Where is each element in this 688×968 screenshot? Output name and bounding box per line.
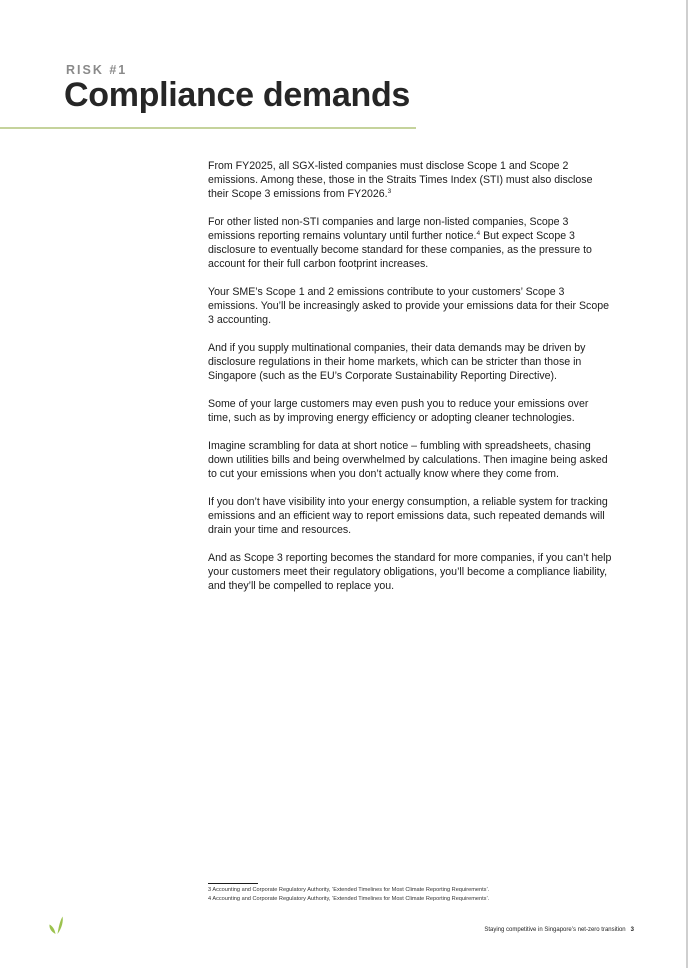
paragraph-5: Some of your large customers may even push you to reduce your emissions over time, such as by improving energy efficiency or adopting cleaner technologies. xyxy=(208,398,589,424)
body-text xyxy=(208,159,612,607)
footnote-ref: 4 xyxy=(476,230,481,237)
paragraph-1 xyxy=(208,159,612,201)
paragraph-2-text-after: But expect Scope 3 disclosure to eventually become standard for these companies, as the pressure to account for their full carbon footprint increases. xyxy=(208,230,592,270)
sprout-logo-icon xyxy=(48,915,64,935)
page-title: Compliance demands xyxy=(64,76,411,114)
paragraph-4: And if you supply multinational companies, their data demands may be driven by disclosure regulations in their home markets, which can be stricter than those in Singapore (such as the EU’s Corporate Sustainability Reporting Directive). xyxy=(208,342,586,382)
footnote-4: 4 Accounting and Corporate Regulatory Authority, ‘Extended Timelines for Most Climate Reporting Requirements’. xyxy=(208,896,490,902)
paragraph-2-text-before: For other listed non-STI companies and large non-listed companies, Scope 3 emissions reporting remains voluntary until further notice. xyxy=(208,216,569,242)
running-title: Staying competitive in Singapore’s net-zero transition xyxy=(484,927,626,933)
running-footer xyxy=(420,927,634,933)
footnotes xyxy=(208,886,628,904)
footnote-divider xyxy=(208,883,258,884)
footnote-3: 3 Accounting and Corporate Regulatory Authority, ‘Extended Timelines for Most Climate Reporting Requirements’. xyxy=(208,887,490,893)
page-number: 3 xyxy=(630,927,634,933)
paragraph-7: If you don’t have visibility into your energy consumption, a reliable system for tracking emissions and an efficient way to report emissions data, such repeated demands will drain your time and resources. xyxy=(208,496,608,536)
footnote-ref: 3 xyxy=(387,188,392,195)
paragraph-3: Your SME’s Scope 1 and 2 emissions contribute to your customers’ Scope 3 emissions. You’ll be increasingly asked to provide your emissions data for their Scope 3 accounting. xyxy=(208,286,610,326)
section-kicker: RISK #1 xyxy=(66,63,128,77)
paragraph-8: And as Scope 3 reporting becomes the standard for more companies, if you can’t help your customers meet their regulatory obligations, you’ll become a compliance liability, and they’ll be compelled to replace you. xyxy=(208,552,612,592)
paragraph-2 xyxy=(208,215,612,271)
title-underline-rule xyxy=(0,127,416,129)
paragraph-6: Imagine scrambling for data at short notice – fumbling with spreadsheets, chasing down utilities bills and being overwhelmed by calculations. Then imagine being asked to cut your emissions when you don’t actually know where they come from. xyxy=(208,440,608,480)
paragraph-1-text: From FY2025, all SGX-listed companies must disclose Scope 1 and Scope 2 emissions. Among these, those in the Straits Times Index (STI) must also disclose their Scope 3 emissions from FY2026. xyxy=(208,160,593,200)
